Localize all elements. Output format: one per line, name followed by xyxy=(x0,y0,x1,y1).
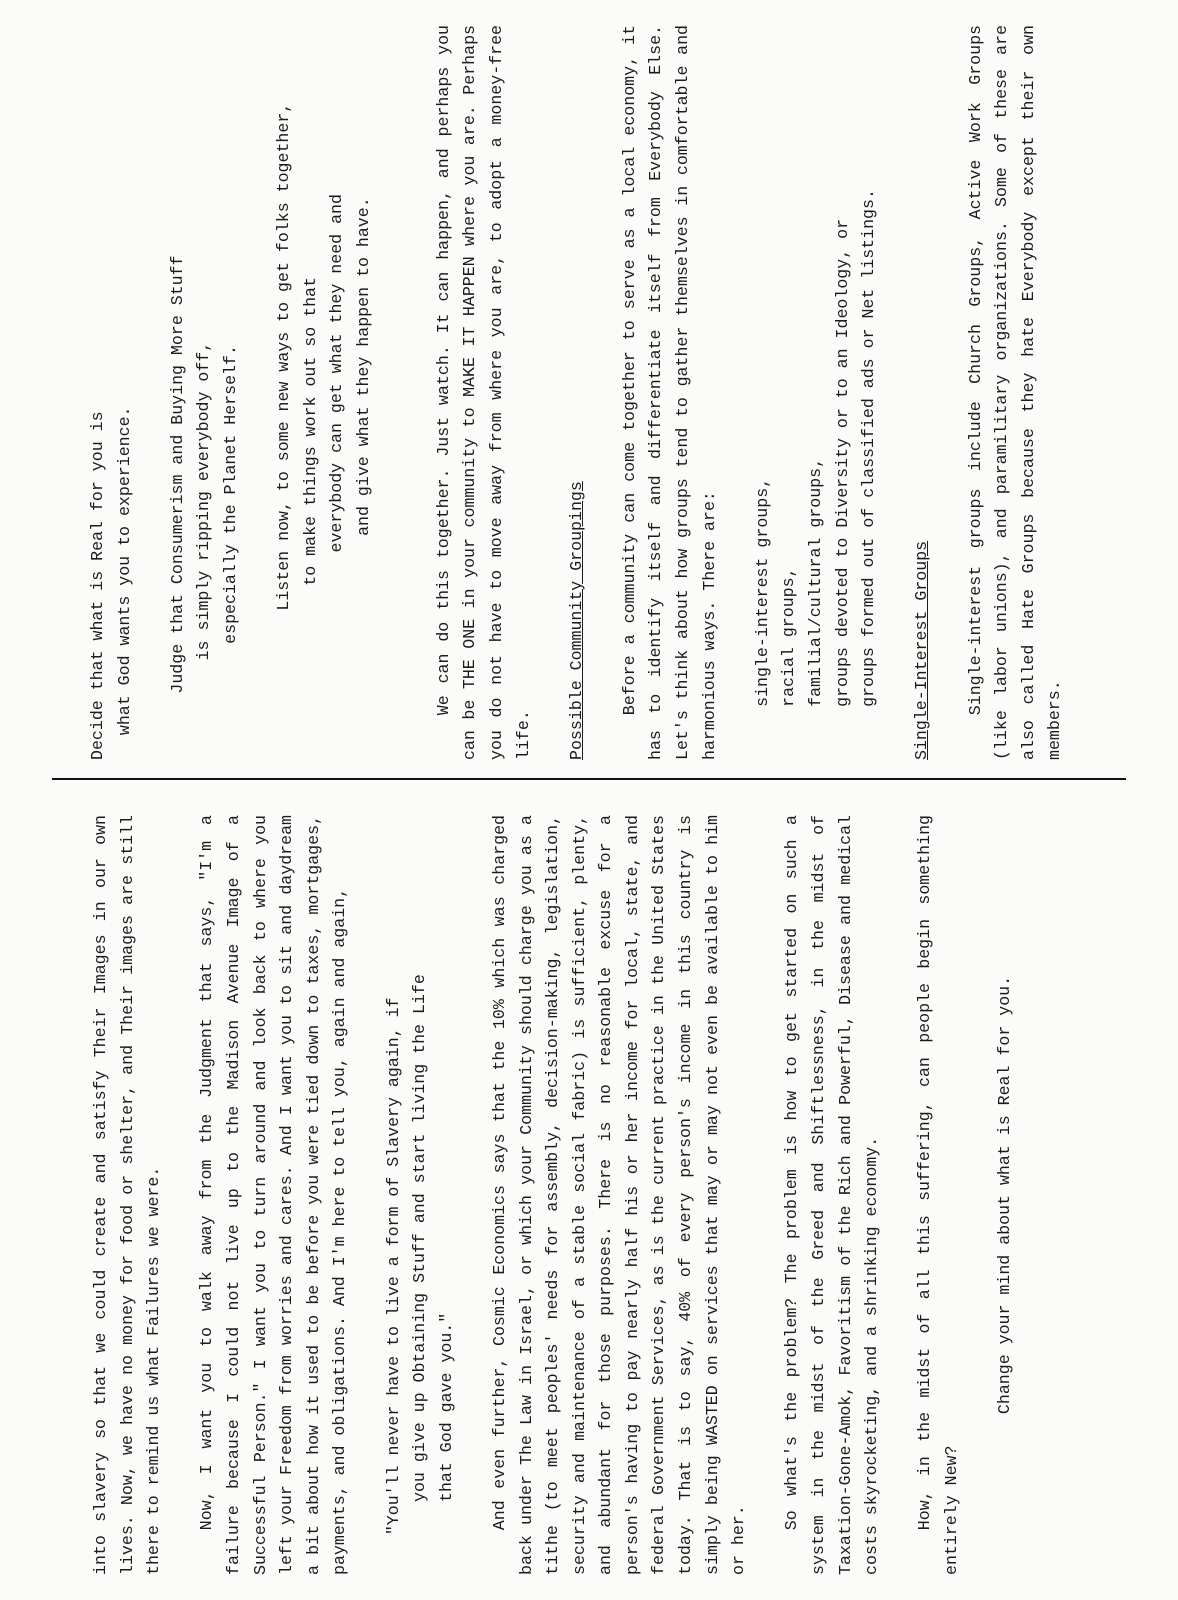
paragraph-problem: So what's the problem? The problem is how to get started on such a system in the midst of the Greed and Shiftlessness, in the midst of Taxation-Gone-Amok, Favoritism of the Rich and Powerful, Disease and medical costs skyrocketing, and a shrinking economy. xyxy=(782,815,882,1575)
judge-block xyxy=(165,25,245,760)
decide-line-1: Decide that what is Real for you is xyxy=(88,411,107,760)
list-item: groups formed out of classified ads or Net listings. xyxy=(859,189,879,707)
groupings-list xyxy=(750,25,883,707)
heading-single-interest: Single-Interest Groups xyxy=(912,540,932,760)
quote-line-3: that God gave you." xyxy=(436,1312,456,1502)
listen-block xyxy=(271,25,377,760)
paragraph-cosmic-economics: And even further, Cosmic Economics says that the 10% which was charged back under The Law in Israel, or which your Community should charge you as a tithe (to meet peoples' needs for assembly, decision-making, legislation, security and maintenance of a stable social fabric) is sufficient, plenty, and abundant for those purposes. There is no reasonable excuse for a person's having to pay nearly half his or her income for local, state, and federal Government Services, as is the current practice in the United States today. That is to say, 40% of every person's income in this country is simply being WASTED on services that may or may not even be available to him or her. xyxy=(489,815,749,1575)
paragraph-single-interest: Single-interest groups include Church Groups, Active Work Groups (like labor unions), and paramilitary organizations. Some of these are also called Hate Groups because they hate Everybody except their own members. xyxy=(965,25,1065,760)
top-panel xyxy=(85,25,1069,760)
paragraph-before-community: Before a community can come together to serve as a local economy, it has to identify itself and differentiate itself from Everybody Else. Let's think about how groups tend to gather themselves in comfortable and harmonious ways. There are: xyxy=(619,25,719,760)
quote-line-2: you give up Obtaining Stuff and start living the Life xyxy=(410,974,430,1502)
judge-line-2: is simply ripping everybody off, xyxy=(194,341,214,661)
paragraph-together: We can do this together. Just watch. It can happen, and perhaps you can be THE ONE in your community to MAKE IT HAPPEN where you are. Perhaps you do not have to move away from where you are, to adopt a money-free life. xyxy=(433,25,533,760)
paragraph-walk-away: Now, I want you to walk away from the Judgment that says, "I'm a failure because I could not live up to the Madison Avenue Image of a Successful Person." I want you to turn around and look back to where you left your Freedom from worries and cares. And I want you to sit and daydream a bit about how it used to be before you were tied down to taxes, mortgages, payments, and obligations. And I'm here to tell you, again and again, xyxy=(197,815,350,1575)
list-item: racial groups, xyxy=(779,567,799,707)
list-item: single-interest groups, xyxy=(752,477,772,707)
listen-line-4: and give what they happen to have. xyxy=(353,197,373,536)
heading-community-groupings: Possible Community Groupings xyxy=(566,481,586,760)
bottom-panel xyxy=(88,815,1019,1575)
listen-line-2: to make things work out so that xyxy=(300,277,320,586)
page-divider xyxy=(52,778,1126,780)
list-item: groups devoted to Diversity or to an Ideology, or xyxy=(832,218,852,707)
judge-line-1: Judge that Consumerism and Buying More Stuff xyxy=(167,255,187,694)
line-change-mind: Change your mind about what is Real for you. xyxy=(995,975,1015,1415)
list-item: familial/cultural groups, xyxy=(806,457,826,707)
paragraph-slavery: into slavery so that we could create and satisfy Their Images in our own lives. Now, we have no money for food or shelter, and Their images are still there to remind us what Failures we were. xyxy=(91,815,164,1575)
quote-block xyxy=(381,815,461,1535)
decide-block xyxy=(85,25,138,760)
paragraph-how: How, in the midst of all this suffering, can people begin something entirely New? xyxy=(915,815,961,1575)
decide-line-2: what God wants you to experience. xyxy=(114,406,134,736)
listen-line-3: everybody can get what they need and xyxy=(327,194,347,553)
judge-line-3: especially the Planet Herself. xyxy=(220,345,240,644)
quote-line-1: "You'll never have to live a form of Slavery again, if xyxy=(383,997,403,1536)
listen-line-1: Listen now, to some new ways to get folks together, xyxy=(274,102,294,611)
